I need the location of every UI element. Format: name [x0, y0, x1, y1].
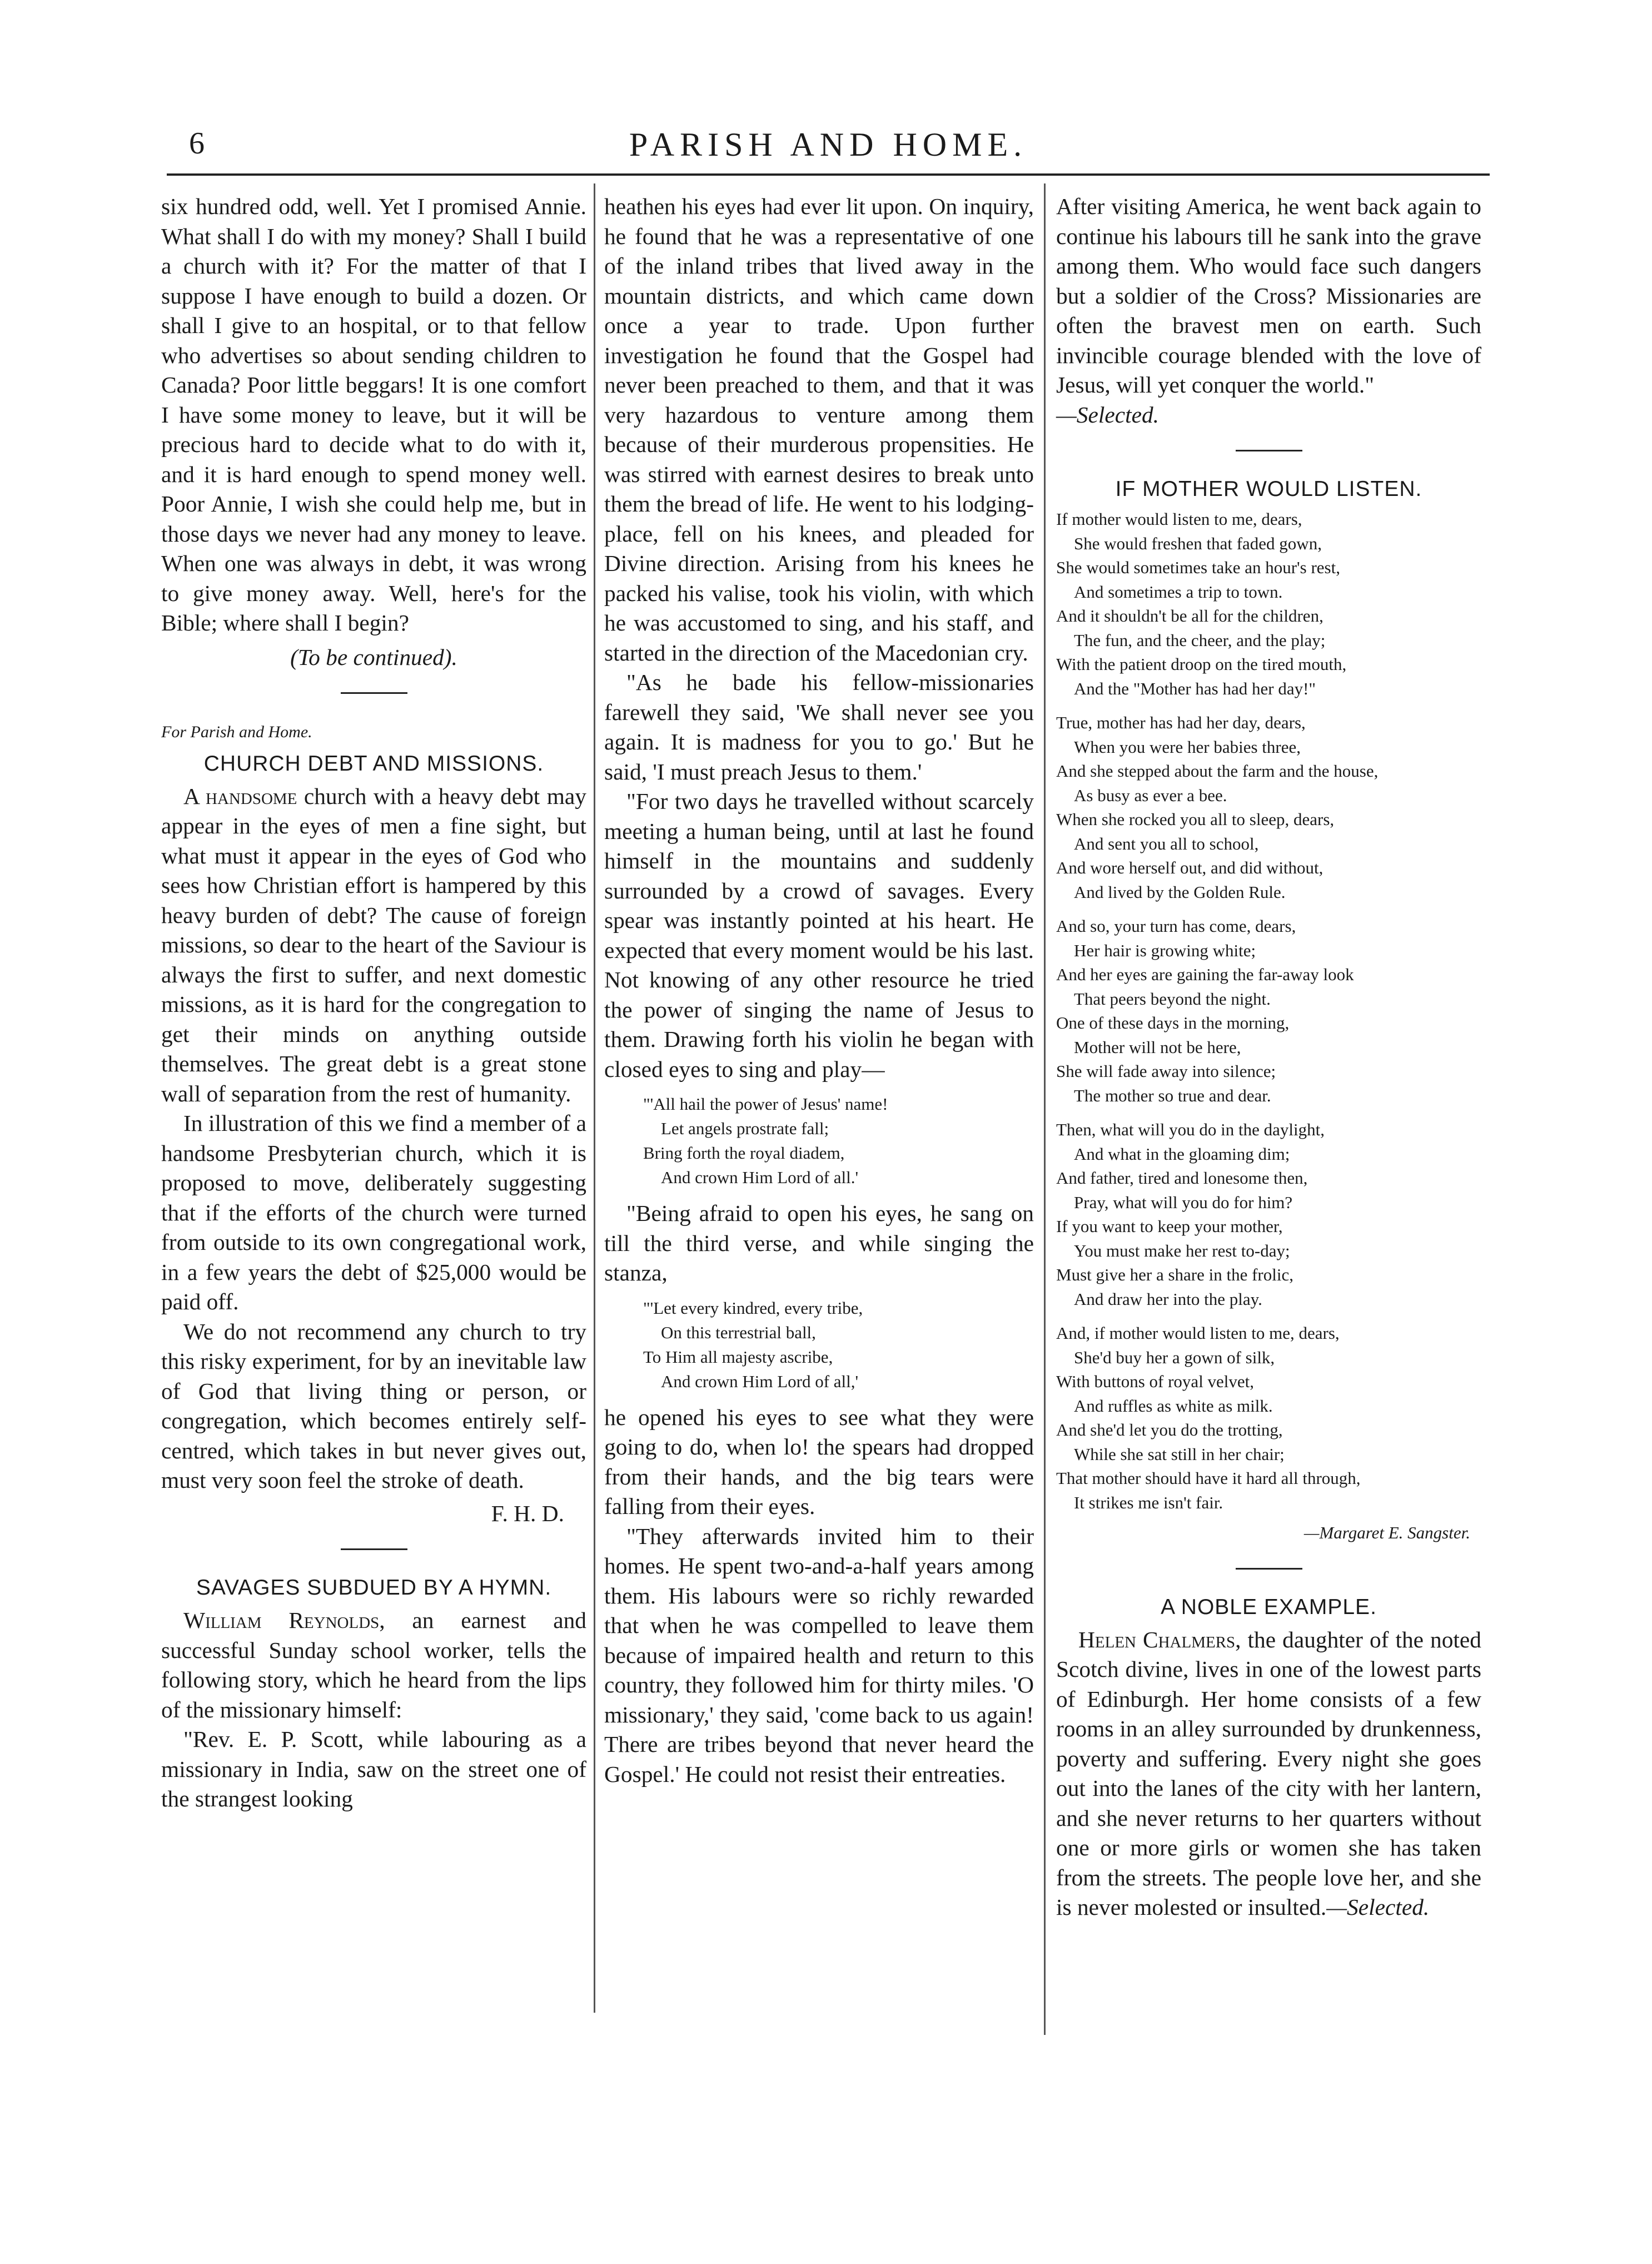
column-3 — [1056, 192, 1481, 1923]
savages-paragraph-7: he opened his eyes to see what they were going to do, when lo! the spears had dropped from their hands, and the big tears were falling from their eyes. — [604, 1404, 1034, 1519]
poem-line: As busy as ever a bee. — [1074, 785, 1227, 805]
to-be-continued — [161, 643, 586, 673]
hymn-verse-1 — [643, 1092, 1034, 1190]
section-rule — [341, 1548, 407, 1550]
for-parish-and-home: For Parish and Home. — [161, 723, 312, 741]
poem-line: And, if mother would listen to me, dears, — [1056, 1323, 1340, 1343]
verse-line: On this terrestrial ball, — [661, 1322, 816, 1342]
poem-line: With the patient droop on the tired mouth, — [1056, 654, 1347, 674]
poem-line: When she rocked you all to sleep, dears, — [1056, 810, 1335, 829]
author-name-caps: William Reynolds, — [183, 1607, 385, 1633]
poem-line: The mother so true and dear. — [1074, 1085, 1271, 1105]
poem-stanza — [1056, 711, 1481, 904]
poem-line: Mother will not be here, — [1074, 1037, 1241, 1057]
running-title: PARISH AND HOME. — [629, 126, 1028, 163]
poem-line: She'd buy her a gown of silk, — [1074, 1347, 1275, 1367]
author-initials: F. H. D. — [491, 1500, 564, 1526]
poem-line: And so, your turn has come, dears, — [1056, 916, 1296, 936]
poem-mother-listen — [1056, 507, 1481, 1515]
verse-line: And crown Him Lord of all,' — [661, 1371, 859, 1391]
poem-line: And ruffles as white as milk. — [1074, 1396, 1273, 1416]
savages-paragraph-9: After visiting America, he went back again to continue his labours till he sank into the grave among them. Who would face such dangers but a soldier of the Cross? Missionaries are often the bravest men on earth. Such invincible courage blended with the love of Jesus, will yet conquer the world." — [1056, 193, 1481, 398]
poem-line: Pray, what will you do for him? — [1074, 1192, 1293, 1212]
poem-line: And the "Mother has had her day!" — [1074, 678, 1316, 698]
poem-line: She would sometimes take an hour's rest, — [1056, 558, 1340, 577]
savages-paragraph-6: "Being afraid to open his eyes, he sang on till the third verse, and while singing the stanza, — [604, 1200, 1034, 1285]
hymn-verse-2 — [643, 1296, 1034, 1394]
poem-line: And she'd let you do the trotting, — [1056, 1420, 1283, 1439]
poem-line: The fun, and the cheer, and the play; — [1074, 630, 1326, 650]
verse-line: To Him all majesty ascribe, — [643, 1347, 833, 1367]
heading-noble-example: A NOBLE EXAMPLE. — [1161, 1595, 1377, 1619]
selected-credit: —Selected. — [1326, 1894, 1430, 1920]
verse-line: "'All hail the power of Jesus' name! — [643, 1094, 888, 1114]
poem-line: And father, tired and lonesome then, — [1056, 1168, 1308, 1188]
poem-line: Her hair is growing white; — [1074, 940, 1256, 960]
savages-text-1: an earnest and successful Sunday school worker, tells the following story, which he heard from the lips of the missionary himself: — [161, 1607, 586, 1722]
column-divider-1 — [594, 183, 595, 2013]
column-divider-2 — [1044, 183, 1046, 2035]
poem-line: And she stepped about the farm and the house, — [1056, 761, 1379, 781]
poem-line: And wore herself out, and did without, — [1056, 858, 1323, 877]
savages-paragraph-3: heathen his eyes had ever lit upon. On inquiry, he found that he was a representative of one of the inland tribes that lived away in the mountain districts, and which came down once a year to trade. Upon further investigation he found that the Gospel had never been preached to them, and that it was very hazardous to venture among them because of their murderous propensities. He was stirred with earnest desires to break unto them the bread of life. He went to his lodging-place, fell on his knees, and pleaded for Divine direction. Arising from his knees he packed his valise, took his violin, with which he was accustomed to sing, and his staff, and started in the direction of the Macedonian cry. — [604, 193, 1034, 666]
verse-line: "'Let every kindred, every tribe, — [643, 1298, 863, 1318]
poem-stanza — [1056, 1118, 1481, 1311]
poem-line: With buttons of royal velvet, — [1056, 1372, 1255, 1391]
column-2 — [604, 192, 1034, 1789]
poem-stanza — [1056, 914, 1481, 1108]
poem-line: It strikes me isn't fair. — [1074, 1492, 1223, 1512]
to-be-continued-text: (To be continued). — [290, 644, 457, 670]
poem-line: While she sat still in her chair; — [1074, 1444, 1285, 1464]
verse-line: And crown Him Lord of all.' — [661, 1168, 859, 1187]
page-number: 6 — [189, 126, 205, 161]
savages-paragraph-1 — [161, 1606, 586, 1725]
savages-paragraph-4: "As he bade his fellow-missionaries farewell they said, 'We shall never see you again. It is madness for you to go.' But he said, 'I must preach Jesus to them.' — [604, 669, 1034, 785]
verse-line: Bring forth the royal diadem, — [643, 1143, 845, 1163]
noble-example-text: the daughter of the noted Scotch divine, lives in one of the lowest parts of Edinburgh. Her home consists of a few rooms in an alley surrounded by drunkenness, poverty and suffering. Every night she goes out into the lanes of the city with her lantern, and she never returns to her quarters without one or more girls or women she has taken from the streets. The people love her, and she is never molested or insulted. — [1056, 1626, 1481, 1920]
poem-line: And lived by the Golden Rule. — [1074, 882, 1286, 902]
poem-line: One of these days in the morning, — [1056, 1013, 1290, 1032]
savages-paragraph-5: "For two days he travelled without scarcely meeting a human being, until at last he found himself in the mountains and suddenly surrounded by a crowd of savages. Every spear was instantly pointed at his heart. He expected that every moment would be his last. Not knowing of any other resource he tried the power of singing the name of Jesus to them. Drawing forth his violin he began with closed eyes to sing and play— — [604, 788, 1034, 1082]
poem-line: If mother would listen to me, dears, — [1056, 509, 1302, 529]
story-continuation: six hundred odd, well. Yet I promised Annie. What shall I do with my money? Shall I build a church with it? For the matter of that I suppose I have enough to build a dozen. Or shall I give to an hospital, or to that fellow who advertises so about sending children to Canada? Poor little beggars! It is one comfort I have some money to leave, but it will be precious hard to decide what to do with it, and it is hard enough to spend money well. Poor Annie, I wish she could help me, but in those days we never had any money to leave. When one was always in debt, it was wrong to give money away. Well, here's for the Bible; where shall I begin? — [161, 193, 586, 635]
heading-church-debt: CHURCH DEBT AND MISSIONS. — [203, 751, 544, 776]
poem-stanza — [1056, 1321, 1481, 1515]
savages-paragraph-8: "They afterwards invited him to their homes. He spent two-and-a-half years among them. His labours were so richly rewarded that when he was compelled to leave them because of impaired health and return to this country, they followed him for thirty miles. 'O missionary,' they said, 'come back to us again! There are tribes beyond that never heard the Gospel.' He could not resist their entreaties. — [604, 1523, 1034, 1787]
poem-line: When you were her babies three, — [1074, 737, 1301, 757]
drop-caps-text: A handsome — [183, 783, 297, 809]
section-rule — [1236, 1568, 1302, 1570]
poem-line: And draw her into the play. — [1074, 1289, 1262, 1309]
heading-mother-listen: IF MOTHER WOULD LISTEN. — [1115, 477, 1422, 501]
poem-line: And it shouldn't be all for the children, — [1056, 606, 1323, 625]
church-debt-paragraph-3: We do not recommend any church to try this risky experiment, for by an inevitable law of God that living thing or person, or congregation, which becomes entirely self-centred, which takes in but never gives out, must very soon feel the stroke of death. — [161, 1318, 586, 1493]
column-1 — [161, 192, 586, 1814]
poem-line: If you want to keep your mother, — [1056, 1217, 1283, 1236]
poem-line: That mother should have it hard all through, — [1056, 1468, 1361, 1488]
heading-savages-subdued: SAVAGES SUBDUED BY A HYMN. — [196, 1576, 552, 1600]
poem-line: And sometimes a trip to town. — [1074, 582, 1283, 602]
poem-author: —Margaret E. Sangster. — [1303, 1523, 1470, 1542]
poem-line: And her eyes are gaining the far-away look — [1056, 965, 1354, 984]
poem-line: And sent you all to school, — [1074, 833, 1259, 853]
poem-line: True, mother has had her day, dears, — [1056, 713, 1306, 732]
poem-line: And what in the gloaming dim; — [1074, 1144, 1290, 1164]
verse-line: Let angels prostrate fall; — [661, 1119, 829, 1138]
header-rule — [167, 173, 1490, 176]
savages-paragraph-2: "Rev. E. P. Scott, while labouring as a missionary in India, saw on the street one of the strangest looking — [161, 1726, 586, 1811]
poem-stanza — [1056, 507, 1481, 701]
poem-line: That peers beyond the night. — [1074, 989, 1271, 1009]
poem-line: Must give her a share in the frolic, — [1056, 1265, 1293, 1284]
noble-example-paragraph — [1056, 1625, 1481, 1923]
subject-name-caps: Helen Chalmers, — [1078, 1626, 1241, 1652]
poem-line: She will fade away into silence; — [1056, 1061, 1276, 1081]
selected-credit: —Selected. — [1056, 401, 1160, 428]
section-rule — [341, 692, 407, 694]
church-debt-paragraph-2: In illustration of this we find a member of a handsome Presbyterian church, which it is proposed to move, deliberately suggesting that if the efforts of the church were turned from outside to its own congregational work, in a few years the debt of $25,000 would be paid off. — [161, 1110, 586, 1314]
poem-line: You must make her rest to-day; — [1074, 1240, 1290, 1260]
poem-line: She would freshen that faded gown, — [1074, 533, 1322, 553]
page-header — [167, 126, 1490, 170]
church-debt-text-1: church with a heavy debt may appear in the eyes of men a fine sight, but what must it appear in the eyes of God who sees how Christian effort is hampered by this heavy burden of debt? The cause of foreign missions, so dear to the heart of the Saviour is always the first to suffer, and next domestic missions, as it is hard for the congregation to get their minds on anything outside themselves. The great debt is a great stone wall of separation from the rest of humanity. — [161, 783, 586, 1106]
church-debt-paragraph-1 — [161, 782, 586, 1109]
section-rule — [1236, 450, 1302, 451]
poem-line: Then, what will you do in the daylight, — [1056, 1120, 1325, 1139]
